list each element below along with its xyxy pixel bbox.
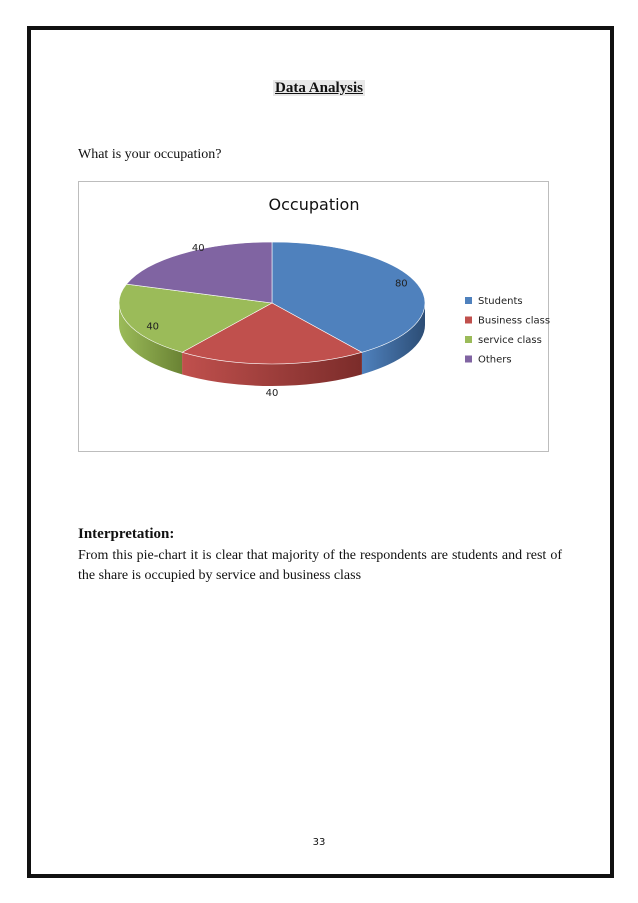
page-heading xyxy=(0,79,638,97)
legend-label-2: service class xyxy=(478,335,542,346)
legend-label-1: Business class xyxy=(478,315,550,327)
legend-swatch-2 xyxy=(465,336,472,343)
legend-swatch-1 xyxy=(465,317,472,324)
occupation-chart xyxy=(78,181,549,452)
legend-label-0: Students xyxy=(478,296,523,307)
chart-title: Occupation xyxy=(268,195,360,214)
legend-swatch-3 xyxy=(465,356,472,363)
pie-top xyxy=(119,242,425,364)
interpretation-text: From this pie-chart it is clear that majority of the respondents are students and rest of the share is occupied by service and business class xyxy=(78,548,562,583)
page-number: 33 xyxy=(312,837,326,848)
data-label-3: 40 xyxy=(191,243,205,255)
data-label-1: 40 xyxy=(265,388,279,400)
legend-swatch-0 xyxy=(465,297,472,304)
survey-question: What is your occupation? xyxy=(78,147,222,162)
data-label-0: 80 xyxy=(394,278,408,290)
heading-text: Data Analysis xyxy=(275,80,363,96)
legend-label-3: Others xyxy=(478,354,512,366)
chart-legend xyxy=(465,296,550,366)
pie-chart-svg xyxy=(79,182,550,453)
interpretation-title: Interpretation: xyxy=(78,526,175,542)
data-label-2: 40 xyxy=(146,321,160,333)
